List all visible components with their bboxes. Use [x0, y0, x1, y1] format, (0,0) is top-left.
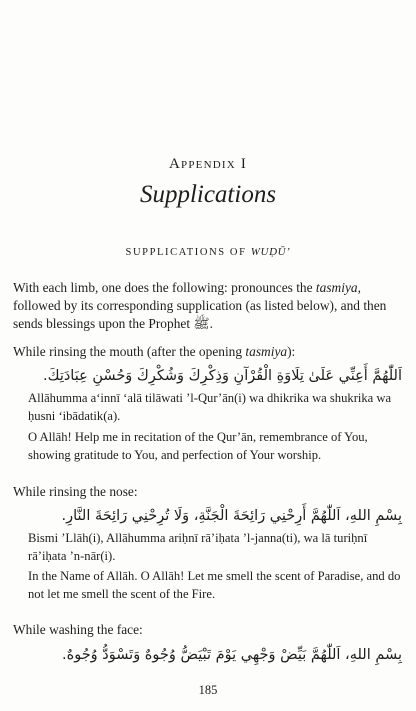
mouth-label [13, 343, 409, 361]
section-heading-prefix: SUPPLICATIONS OF [125, 247, 251, 258]
section-heading [0, 246, 416, 258]
mouth-label-term: tasmiya [245, 344, 288, 359]
intro-text-1: With each limb, one does the following: pronounces the [13, 280, 316, 295]
nose-transliteration: Bismi ’Llāh(i), Allāhumma ariḥnī rā’iḥata ’l-janna(ti), wa lā turiḥnī rā’iḥata ’n-nār(i). [28, 531, 368, 563]
appendix-heading: Appendix I [168, 156, 248, 172]
mouth-transliteration: Allāhumma a‘innī ‘alā tilāwati ’l-Qur’ān(i) wa dhikrika wa shukrika wa ḥusni ‘ibādatik(a). [28, 391, 392, 423]
mouth-label-text-1: While rinsing the mouth (after the opening [13, 344, 246, 359]
section-heading-term: WUḌŪ’ [250, 246, 291, 258]
intro-text-2: , followed by its corresponding supplication (as listed below), and then sends blessings upon the Prophet ﷺ. [13, 280, 387, 331]
page-number: 185 [198, 683, 218, 697]
nose-label: While rinsing the nose: [13, 484, 138, 499]
page-title: Supplications [139, 181, 277, 208]
mouth-label-text-2: ): [287, 344, 296, 359]
nose-translation: In the Name of Allāh. O Allāh! Let me smell the scent of Paradise, and do not let me smell the scent of the Fire. [28, 569, 401, 601]
intro-term: tasmiya [315, 280, 358, 295]
mouth-arabic-supplication: اَللّٰهُمَّ أَعِنِّي عَلَىٰ تِلَاوَةِ الْقُرْآنِ وَذِكْرِكَ وَشُكْرِكَ وَحُسْنِ عِبَادَتِكَ. [42, 368, 402, 384]
mouth-translation: O Allāh! Help me in recitation of the Qur’ān, remembrance of You, showing gratitude to You, and perfection of Your worship. [28, 430, 368, 462]
face-arabic-supplication: بِسْمِ اللهِ، اَللّٰهُمَّ بَيِّضْ وَجْهِي يَوْمَ تَبْيَضُّ وُجُوهٌ وَتَسْوَدُّ وُجُوهٌ. [62, 647, 402, 663]
face-label: While washing the face: [13, 622, 143, 637]
nose-arabic-supplication: بِسْمِ اللهِ، اَللّٰهُمَّ أَرِحْنِي رَائِحَةَ الْجَنَّةِ، وَلَا تُرِحْنِي رَائِحَةَ النَّارِ. [61, 508, 402, 524]
intro-paragraph [13, 279, 409, 333]
